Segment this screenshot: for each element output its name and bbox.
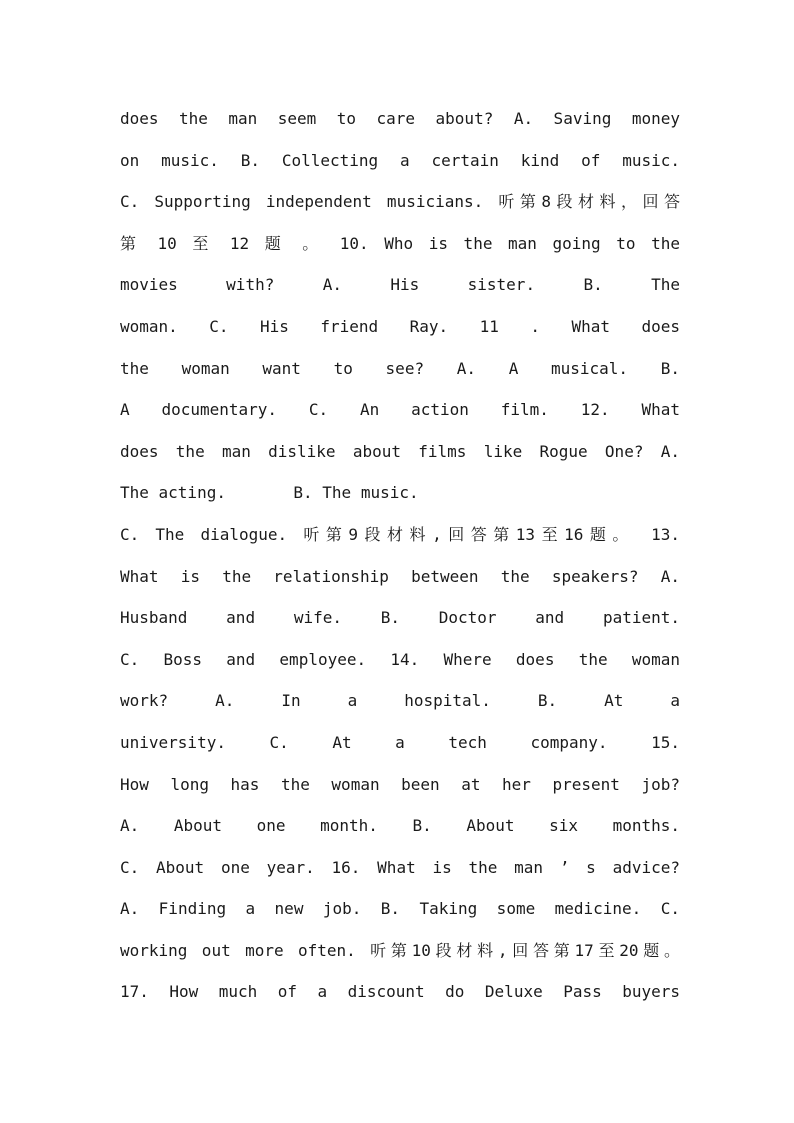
text-line: A. About one month. B. About six months.: [120, 816, 680, 836]
text-line: does the man seem to care about? A. Saving money: [120, 109, 680, 128]
text-line: woman. C. His friend Ray. 11 . What does: [120, 316, 680, 336]
text-line: university. C. At a tech company. 15.: [120, 732, 680, 752]
text-line: A documentary. C. An action film. 12. What: [120, 400, 680, 420]
text-line: C. Supporting independent musicians. 听第8段材料，回答: [120, 192, 680, 212]
text-line: What is the relationship between the speakers? A.: [120, 566, 680, 586]
text-line: the woman want to see? A. A musical. B.: [120, 358, 680, 378]
text-line: 第 10 至 12 题 。 10. Who is the man going to the: [120, 233, 680, 253]
text-line: does the man dislike about films like Rogue One? A.: [120, 441, 680, 461]
text-line: working out more often. 听第10段材料,回答第17至20题。: [120, 940, 680, 960]
text-line: work? A. In a hospital. B. At a: [120, 691, 680, 711]
text-line: Husband and wife. B. Doctor and patient.: [120, 608, 680, 628]
text-line: on music. B. Collecting a certain kind of music.: [120, 150, 680, 170]
text-line: How long has the woman been at her present job?: [120, 774, 680, 794]
text-line: The acting. B. The music.: [120, 483, 419, 503]
text-line: 17. How much of a discount do Deluxe Pass buyers: [120, 982, 680, 1002]
question-text-block: [120, 98, 680, 1013]
text-line: movies with? A. His sister. B. The: [120, 275, 680, 295]
text-line: C. Boss and employee. 14. Where does the woman: [120, 649, 680, 669]
text-line: C. About one year. 16. What is the man ’ s advice?: [120, 857, 680, 877]
text-line: C. The dialogue. 听第9段材料,回答第13至16题。 13.: [120, 524, 680, 544]
text-line: A. Finding a new job. B. Taking some medicine. C.: [120, 899, 680, 919]
